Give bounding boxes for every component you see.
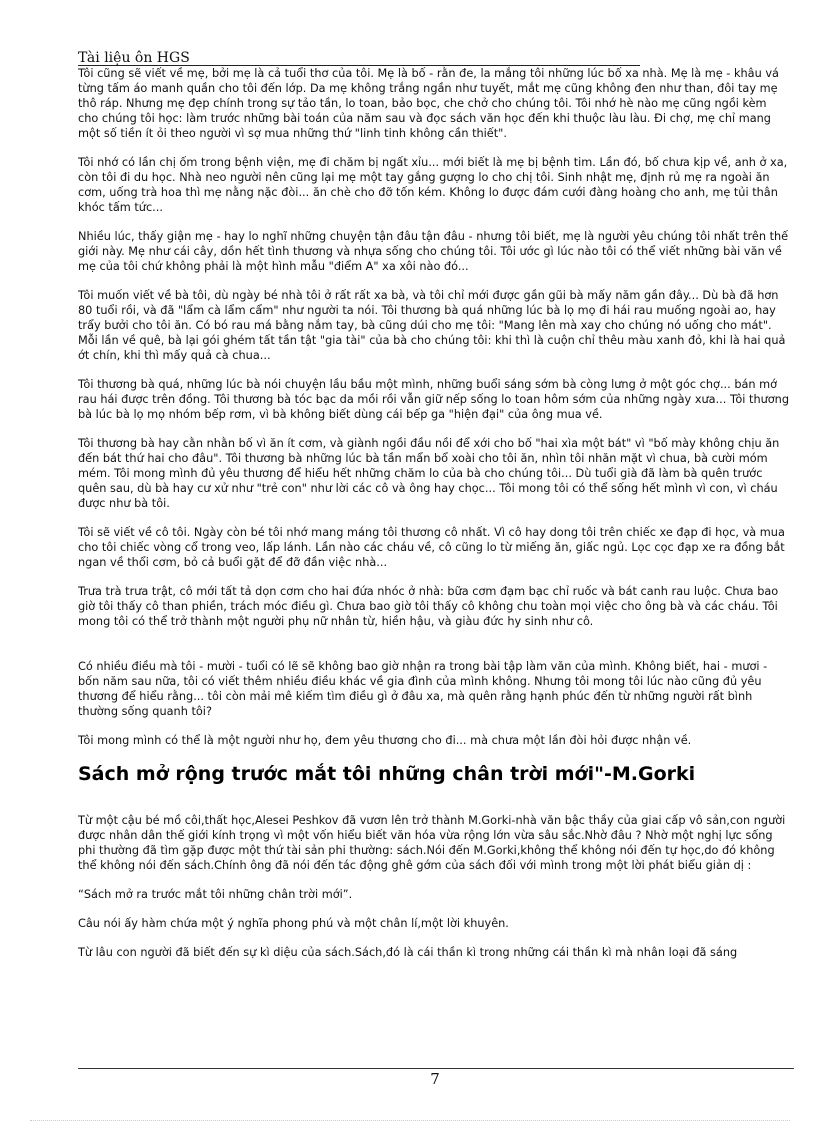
- body-paragraph: Tôi cũng sẽ viết về mẹ, bởi mẹ là cả tuổi thơ của tôi. Mẹ là bố - rằn đe, la mắng tôi những lúc bố xa nhà. Mẹ là mẹ - khâu vá từng tấm áo manh quần cho tôi đến lớp. Da mẹ không trắng ngần như tuyết, mắt mẹ cũng không đen như than, đôi tay mẹ thô ráp. Nhưng mẹ đẹp chính trong sự tảo tần, lo toan, bảo bọc, che chở cho chúng tôi. Tôi nhớ hè nào mẹ cũng ngồi kèm cho chúng tôi học: làm trước những bài toán của năm sau và đọc sách văn học đến khi thuộc làu làu. Đi chợ, mẹ chỉ mang một số tiền ít ỏi theo người vì sợ mua những thứ "linh tinh không cần thiết".: [78, 67, 779, 140]
- body-paragraph: Tôi mong mình có thể là một người như họ, đem yêu thương cho đi... mà chưa một lần đòi hỏi được nhận về.: [78, 734, 692, 747]
- running-header: Tài liệu ôn HGS: [78, 50, 640, 66]
- body-paragraph: Tôi nhớ có lần chị ốm trong bệnh viện, mẹ đi chăm bị ngất xỉu... mới biết là mẹ bị bệnh tim. Lần đó, bố chưa kịp về, anh ở xa, còn tôi đi du học. Nhà neo người nên cũng lại mẹ một tay gắng gượng lo cho chị tôi. Sinh nhật mẹ, định rủ mẹ ra ngoài ăn cơm, uống trà hoa thì mẹ nằng nặc đòi... ăn chè cho đỡ tốn kém. Không lo được đám cưới đàng hoàng cho anh, mẹ tủi thân khóc tấm tức...: [78, 156, 788, 214]
- body-paragraph: Trưa trà trưa trật, cô mới tất tả dọn cơm cho hai đứa nhóc ở nhà: bữa cơm đạm bạc chỉ ruốc và bát canh rau luộc. Chưa bao giờ tôi thấy cô than phiền, trách móc điều gì. Chưa bao giờ tôi thấy cô không chu toàn mọi việc cho ông bà và các cháu. Tôi mong tôi có thể trở thành một người phụ nữ nhân từ, hiền hậu, và giàu đức hy sinh như cô.: [78, 585, 779, 628]
- body-paragraph: Tôi thương bà quá, những lúc bà nói chuyện lầu bầu một mình, những buổi sáng sớm bà còng lưng ở một góc chợ... bán mớ rau hái được trên đồng. Tôi thương bà tóc bạc da mồi rồi vẫn giữ nếp sống lo toan hôm sớm của những ngày xưa... Tôi thương bà lúc bà lọ mọ nhóm bếp rơm, vì bà không biết dùng cái bếp ga "hiện đại" của ông mua về.: [78, 378, 790, 421]
- footer-divider: [78, 1068, 794, 1069]
- body-paragraph: Tôi thương bà hay cằn nhằn bố vì ăn ít cơm, và giành ngồi đầu nồi để xới cho bố "hai xìa một bát" vì "bố mày không chịu ăn đến bát thứ hai cho đâu". Tôi thương bà những lúc bà tần mẩn bổ xoài cho tôi ăn, nhìn tôi nhăn mặt vì chua, bà cười móm mém. Tôi mong mình đủ yêu thương để hiểu hết những chăm lo của bà cho chúng tôi... Dù tuổi già đã làm bà quên trước quên sau, dù bà hay cư xử như "trẻ con" như lời các cô và ông hay chọc... Tôi mong tôi có thể sống hết mình vì con, vì cháu được như bà tôi.: [78, 437, 780, 510]
- page-number: 7: [430, 1070, 440, 1088]
- document-body: [78, 66, 790, 974]
- section-paragraph: Từ lâu con người đã biết đến sự kì diệu của sách.Sách,đó là cái thần kì trong những cái thần kì mà nhân loại đã sáng: [78, 946, 738, 959]
- body-paragraph: Có nhiều điều mà tôi - mười - tuổi có lẽ sẽ không bao giờ nhận ra trong bài tập làm văn của mình. Không biết, hai - mươi - bốn năm sau nữa, tôi có viết thêm nhiều điều khác về gia đình của mình không. Nhưng tôi mong tôi lúc nào cũng đủ yêu thương để hiểu rằng... tôi còn mải mê kiếm tìm điều gì ở đâu xa, mà quên rằng hạnh phúc đến từ những người rất bình thường sống quanh tôi?: [78, 660, 768, 718]
- section-paragraph: Câu nói ấy hàm chứa một ý nghĩa phong phú và một chân lí,một lời khuyên.: [78, 917, 509, 930]
- section-heading: Sách mở rộng trước mắt tôi những chân trời mới"-M.Gorki: [78, 763, 696, 785]
- body-paragraph: Tôi sẽ viết về cô tôi. Ngày còn bé tôi nhớ mang máng tôi thương cô nhất. Vì cô hay dong tôi trên chiếc xe đạp đi học, và mua cho tôi chiếc vòng cổ trong veo, lấp lánh. Lần nào các cháu về, cô cũng lo từ miếng ăn, giấc ngủ. Lọc cọc đạp xe ra đồng bắt ngan về thổi cơm, bỏ cả buổi gặt để đỡ đần việc nhà...: [78, 526, 785, 569]
- section-paragraph: Từ một cậu bé mồ côi,thất học,Alesei Peshkov đã vươn lên trở thành M.Gorki-nhà văn bậc thầy của giai cấp vô sản,con người được nhân dân thế giới kính trọng vì một vốn hiểu biết văn hóa vừa rộng lớn vừa sâu sắc.Nhờ đâu ? Nhờ một nghị lực sống phi thường đã tìm gặp được một thứ tài sản phi thường: sách.Nói đến M.Gorki,không thể không nói đến tự học,do đó không thể không nói đến sách.Chính ông đã nói đến tác động ghê gớm của sách đối với mình trong một lời phát biểu giản dị :: [78, 814, 786, 872]
- section-quote: “Sách mở ra trước mắt tôi những chân trời mới”.: [78, 888, 353, 901]
- page-bottom-border: [30, 1120, 790, 1121]
- body-paragraph: Tôi muốn viết về bà tôi, dù ngày bé nhà tôi ở rất rất xa bà, và tôi chỉ mới được gần gũi bà mấy năm gần đây... Dù bà đã hơn 80 tuổi rồi, và đã "lẩm cà lẩm cẩm" như người ta nói. Tôi thương bà quá những lúc bà lọ mọ đi hái rau muống ngoài ao, hay trẩy bưởi cho tôi ăn. Có bó rau má bằng nắm tay, bà cũng dúi cho mẹ tôi: "Mang lên mà xay cho chúng nó uống cho mát". Mỗi lần về quê, bà lại gói ghém tất tần tật "gia tài" của bà cho chúng tôi: khi thì là cuộn chỉ thêu màu xanh đỏ, khi là hai quả ớt chín, khi thì mấy quả cà chua...: [78, 289, 786, 362]
- body-paragraph: Nhiều lúc, thấy giận mẹ - hay lo nghĩ những chuyện tận đâu tận đâu - nhưng tôi biết, mẹ là người yêu chúng tôi nhất trên thế giới này. Mẹ như cái cây, dồn hết tình thương và nhựa sống cho chúng tôi. Tôi ước gì lúc nào tôi có thể viết những bài văn về mẹ của tôi chứ không phải là một hình mẫu "điểm A" xa xôi nào đó...: [78, 230, 789, 273]
